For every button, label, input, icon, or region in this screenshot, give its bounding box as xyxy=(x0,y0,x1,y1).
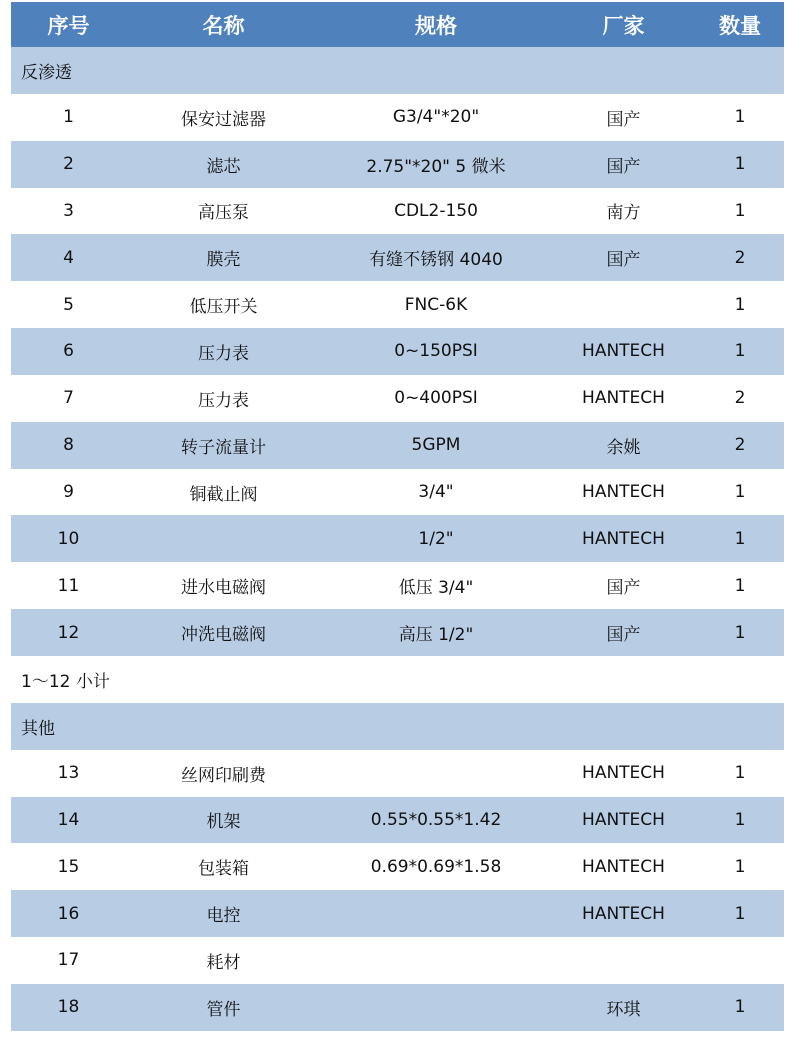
cell-index: 1 xyxy=(63,107,74,128)
table-row xyxy=(11,328,784,375)
cell-maker: 国产 xyxy=(606,156,641,177)
cell-index: 17 xyxy=(57,950,80,971)
cell-index: 12 xyxy=(57,622,80,643)
cell-qty: 1 xyxy=(734,856,746,877)
cell-qty: 1 xyxy=(734,107,746,128)
cell-qty: 2 xyxy=(734,247,746,268)
cell-spec: 0~400PSI xyxy=(394,388,478,409)
cell-name: 管件 xyxy=(206,999,241,1020)
cell-index: 4 xyxy=(63,247,74,268)
cell-spec: 有缝不锈钢 4040 xyxy=(369,250,503,271)
cell-qty: 1 xyxy=(734,200,746,221)
header-maker: 厂家 xyxy=(602,13,645,38)
cell-index: 15 xyxy=(57,856,80,877)
cell-maker: HANTECH xyxy=(582,809,665,830)
table-row xyxy=(11,609,784,656)
cell-maker: 余姚 xyxy=(606,437,641,458)
cell-name: 冲洗电磁阀 xyxy=(181,625,266,646)
cell-qty: 1 xyxy=(734,294,746,315)
cell-name: 压力表 xyxy=(198,390,249,411)
cell-spec: 0.55*0.55*1.42 xyxy=(370,809,502,830)
table-row xyxy=(11,422,784,469)
header-index: 序号 xyxy=(47,13,90,38)
cell-spec: 5GPM xyxy=(411,435,461,456)
cell-maker: HANTECH xyxy=(582,528,665,549)
cell-spec: CDL2-150 xyxy=(394,200,478,221)
bom-table xyxy=(11,2,784,1031)
table-row xyxy=(11,281,784,328)
section-label: 其他 xyxy=(21,718,55,739)
cell-index: 9 xyxy=(63,482,74,503)
cell-qty: 1 xyxy=(734,763,746,784)
cell-name: 电控 xyxy=(206,906,241,927)
cell-name: 进水电磁阀 xyxy=(181,578,266,599)
cell-qty: 1 xyxy=(734,622,746,643)
table-row xyxy=(11,937,784,984)
table-row xyxy=(11,188,784,235)
cell-index: 6 xyxy=(63,341,74,362)
cell-index: 8 xyxy=(63,435,74,456)
table-row xyxy=(11,375,784,422)
cell-qty: 1 xyxy=(734,528,746,549)
cell-spec: 0.69*0.69*1.58 xyxy=(370,856,502,877)
cell-maker: 国产 xyxy=(606,578,641,599)
cell-maker: 环琪 xyxy=(606,999,641,1020)
cell-name: 低压开关 xyxy=(189,297,258,318)
cell-maker: HANTECH xyxy=(582,341,665,362)
cell-qty: 1 xyxy=(734,903,746,924)
table-row xyxy=(11,843,784,890)
subtotal-row xyxy=(11,656,784,703)
cell-maker: HANTECH xyxy=(582,388,665,409)
header-qty: 数量 xyxy=(719,13,761,38)
cell-maker: HANTECH xyxy=(582,482,665,503)
cell-qty: 1 xyxy=(734,575,746,596)
cell-qty: 2 xyxy=(734,388,746,409)
cell-spec: 高压 1/2" xyxy=(398,625,474,646)
cell-name: 耗材 xyxy=(206,952,241,973)
cell-name: 膜壳 xyxy=(206,250,241,271)
cell-name: 保安过滤器 xyxy=(181,109,266,130)
section-row xyxy=(11,47,784,94)
cell-name: 铜截止阀 xyxy=(189,484,258,505)
cell-qty: 1 xyxy=(734,154,746,175)
cell-index: 2 xyxy=(63,154,74,175)
table-row xyxy=(11,234,784,281)
cell-maker: HANTECH xyxy=(582,903,665,924)
cell-maker: HANTECH xyxy=(582,763,665,784)
cell-index: 7 xyxy=(63,388,74,409)
cell-maker: 国产 xyxy=(606,250,641,271)
table-row xyxy=(11,562,784,609)
table-row xyxy=(11,890,784,937)
cell-name: 滤芯 xyxy=(206,156,241,177)
cell-index: 5 xyxy=(63,294,74,315)
cell-spec: FNC-6K xyxy=(404,294,468,315)
table-row xyxy=(11,141,784,188)
cell-index: 3 xyxy=(63,200,74,221)
cell-maker: 南方 xyxy=(606,203,641,224)
cell-name: 丝网印刷费 xyxy=(181,765,266,786)
cell-name: 包装箱 xyxy=(198,859,249,880)
table-row xyxy=(11,94,784,141)
table-header-row xyxy=(11,2,784,47)
header-name: 名称 xyxy=(202,13,245,38)
cell-maker: 国产 xyxy=(606,109,641,130)
cell-name: 机架 xyxy=(206,812,241,833)
header-spec: 规格 xyxy=(415,13,457,38)
subtotal-label: 1～12 小计 xyxy=(21,671,110,692)
cell-maker: HANTECH xyxy=(582,856,665,877)
cell-qty: 1 xyxy=(734,341,746,362)
table-row xyxy=(11,984,784,1031)
cell-spec: 2.75"*20" 5 微米 xyxy=(366,156,506,177)
cell-spec: 1/2" xyxy=(418,528,454,549)
cell-qty: 1 xyxy=(734,482,746,503)
cell-maker: 国产 xyxy=(606,625,641,646)
cell-name: 高压泵 xyxy=(198,203,249,224)
cell-index: 13 xyxy=(57,763,80,784)
cell-spec: 0~150PSI xyxy=(394,341,478,362)
table-row xyxy=(11,750,784,797)
table-row xyxy=(11,797,784,844)
cell-name: 转子流量计 xyxy=(181,437,266,458)
cell-index: 11 xyxy=(57,575,80,596)
cell-spec: 低压 3/4" xyxy=(398,578,474,599)
cell-qty: 1 xyxy=(734,997,746,1018)
cell-qty: 2 xyxy=(734,435,746,456)
table-row xyxy=(11,469,784,516)
cell-index: 18 xyxy=(57,997,80,1018)
cell-name: 压力表 xyxy=(198,343,249,364)
table-row xyxy=(11,515,784,562)
cell-spec: 3/4" xyxy=(418,482,454,503)
table-body xyxy=(11,47,784,1031)
cell-qty: 1 xyxy=(734,809,746,830)
section-label: 反渗透 xyxy=(21,62,72,83)
cell-spec: G3/4"*20" xyxy=(392,107,480,128)
cell-index: 10 xyxy=(57,528,80,549)
cell-index: 14 xyxy=(57,809,80,830)
section-row xyxy=(11,703,784,750)
cell-index: 16 xyxy=(57,903,80,924)
